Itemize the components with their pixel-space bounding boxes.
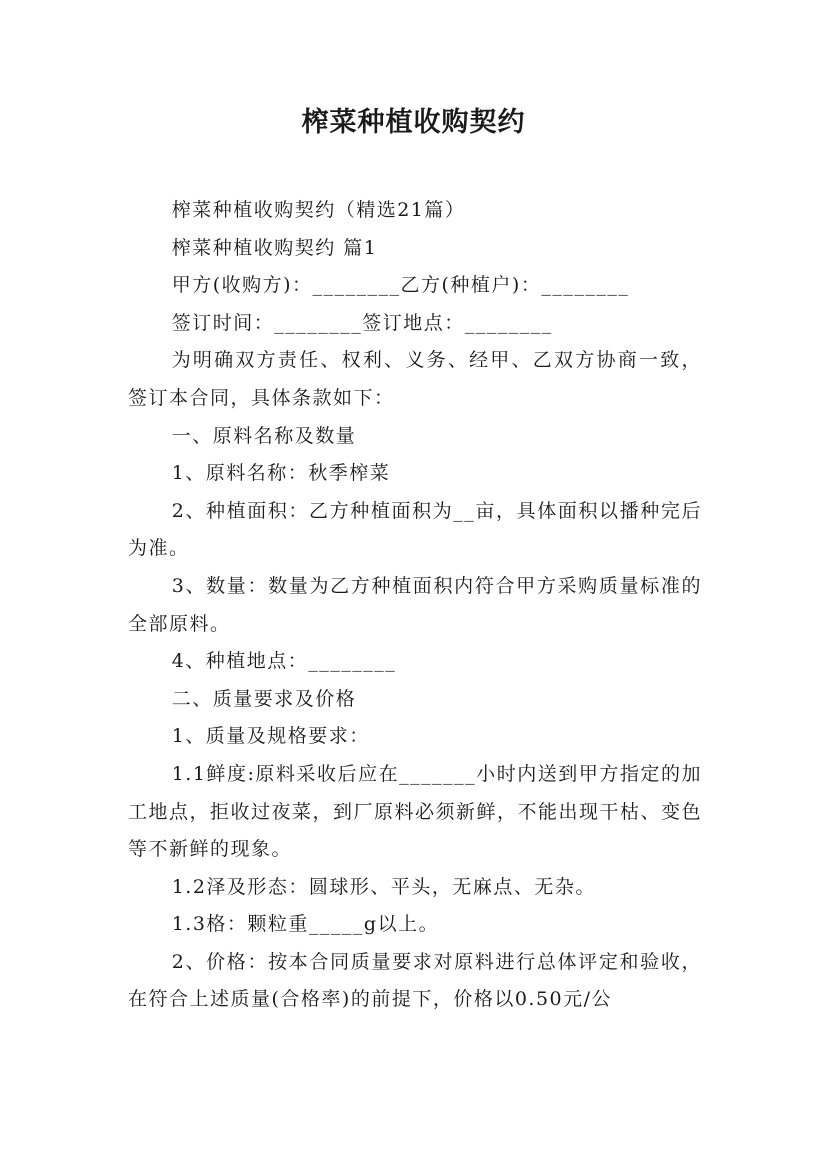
paragraph-signing-info: 签订时间：________签订地点：________: [171, 311, 553, 334]
paragraph-heading-quality-price: 二、质量要求及价格: [171, 687, 357, 710]
paragraph-planting-area: 2、种植面积：乙方种植面积为__亩，具体面积以播种完后为准。: [128, 499, 702, 560]
paragraph-grain-weight: 1.3格：颗粒重_____g以上。: [171, 913, 440, 936]
paragraph-price: 2、价格：按本合同质量要求对原料进行总体评定和验收，在符合上述质量(合格率)的前提下，价格以0.50元/公: [128, 950, 702, 1011]
paragraph-section-heading: 榨菜种植收购契约 篇1: [171, 236, 378, 259]
paragraph-quantity: 3、数量：数量为乙方种植面积内符合甲方采购质量标准的全部原料。: [128, 574, 702, 635]
paragraph-freshness: 1.1鲜度:原料采收后应在_______小时内送到甲方指定的加工地点，拒收过夜菜，到厂原料必须新鲜，不能出现干枯、变色等不新鲜的现象。: [128, 762, 703, 861]
paragraph-heading-materials: 一、原料名称及数量: [171, 424, 357, 447]
paragraph-preamble: 为明确双方责任、权利、义务、经甲、乙双方协商一致，签订本合同，具体条款如下：: [128, 349, 702, 409]
document-title: 榨菜种植收购契约: [301, 107, 526, 138]
paragraph-material-name: 1、原料名称：秋季榨菜: [171, 462, 391, 485]
paragraph-planting-location: 4、种植地点：________: [171, 650, 397, 673]
paragraph-quality-spec: 1、质量及规格要求：: [171, 725, 370, 748]
paragraph-parties: 甲方(收购方)：________乙方(种植户)：________: [171, 274, 630, 297]
document-body: [128, 192, 702, 1019]
paragraph-subtitle: 榨菜种植收购契约（精选21篇）: [171, 199, 466, 221]
paragraph-shape: 1.2泽及形态：圆球形、平头，无麻点、无杂。: [171, 875, 596, 898]
